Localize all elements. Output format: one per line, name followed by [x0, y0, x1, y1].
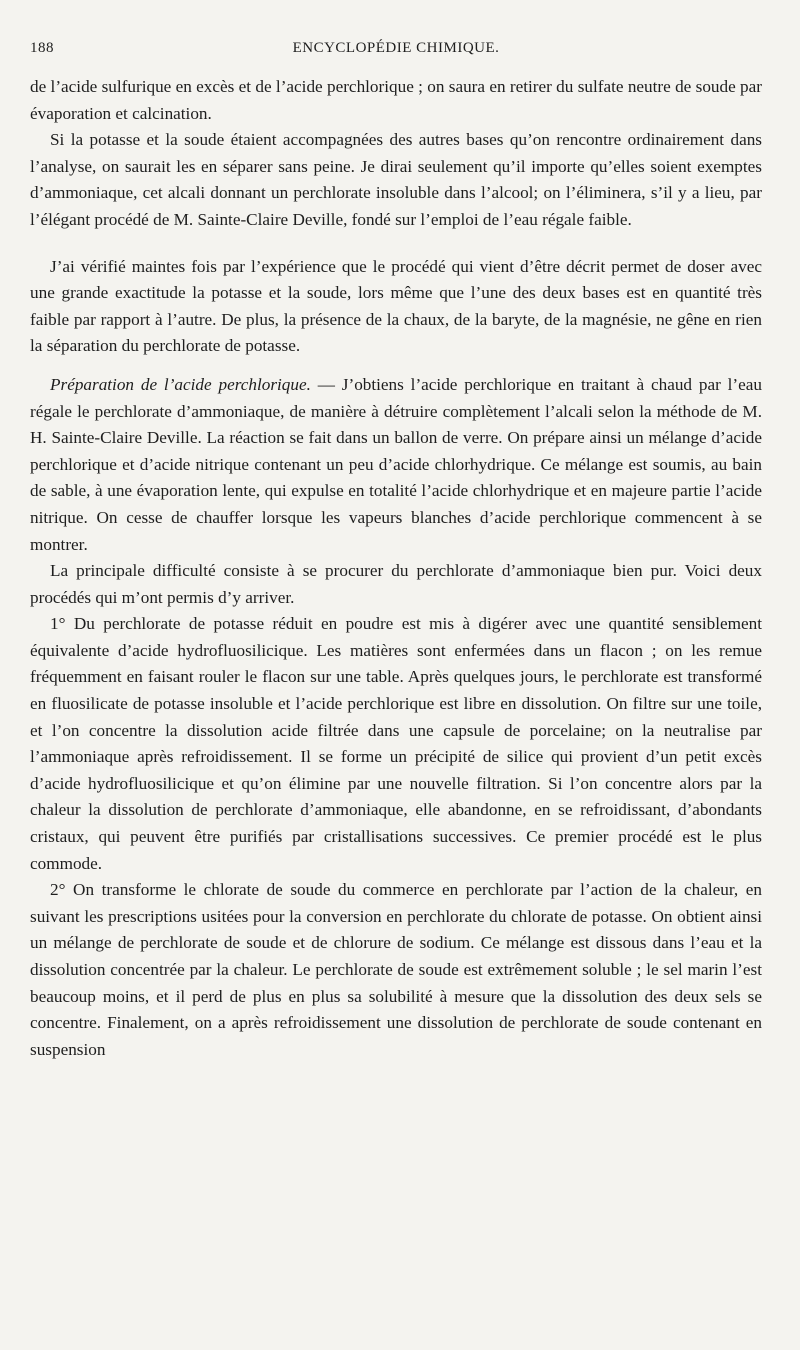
paragraph-verification: J’ai vérifié maintes fois par l’expérience que le procédé qui vient d’être décrit permet de doser avec une grande exactitude la potasse et la soude, lors même que l’une des deux bases est en quantité très faible par rapport à l’autre. De plus, la présence de la chaux, de la baryte, de la magnésie, ne gêne en rien la séparation du perchlorate de potasse. [30, 256, 762, 356]
page-number: 188 [30, 40, 54, 56]
running-title: ENCYCLOPÉDIE CHIMIQUE. [292, 40, 500, 56]
paragraph-continuation: de l’acide sulfurique en excès et de l’acide perchlorique ; on saura en retirer du sulfate neutre de soude par évaporation et calcination. [30, 77, 762, 123]
paragraph-preparation-text: — J’obtiens l’acide perchlorique en traitant à chaud par l’eau régale le perchlorate d’ammoniaque, de manière à détruire complètement l’alcali selon la méthode de M. H. Sainte-Claire Deville. La réaction se fait dans un ballon de verre. On prépare ainsi un mélange d’acide perchlorique et d’acide nitrique contenant un peu d’acide chlorhydrique. Ce mélange est soumis, au bain de sable, à une évaporation lente, qui expulse en totalité l’acide chlorhydrique et en majeure partie l’acide nitrique. On cesse de chauffer lorsque les vapeurs blanches d’acide perchlorique commencent à se montrer. [30, 374, 762, 554]
paragraph-separation-bases: Si la potasse et la soude étaient accompagnées des autres bases qu’on rencontre ordinairement dans l’analyse, on saurait les en séparer sans peine. Je dirai seulement qu’il importe qu’elles soient exemptes d’ammoniaque, cet alcali donnant un perchlorate insoluble dans l’alcool; on l’éliminera, s’il y a lieu, par l’élégant procédé de M. Sainte-Claire Deville, fondé sur l’emploi de l’eau régale faible. [30, 130, 762, 229]
page-header [30, 40, 762, 74]
body-text [30, 74, 762, 1063]
paragraph-difficulty: La principale difficulté consiste à se procurer du perchlorate d’ammoniaque bien pur. Voici deux procédés qui m’ont permis d’y arriver. [30, 561, 762, 607]
section-heading-preparation: Préparation de l’acide perchlorique. [50, 374, 311, 394]
paragraph-procedure-2: 2° On transforme le chlorate de soude du commerce en perchlorate par l’action de la chaleur, en suivant les prescriptions usitées pour la conversion en perchlorate du chlorate de potasse. On obtient ainsi un mélange de perchlorate de soude et de chlorure de sodium. Ce mélange est dissous dans l’eau et la dissolution concentrée par la chaleur. Le perchlorate de soude est extrêmement soluble ; le sel marin l’est beaucoup moins, et il perd de plus en plus sa solubilité à mesure que la dissolution des deux sels se concentre. Finalement, on a après refroidissement une dissolution de perchlorate de soude contenant en suspension [30, 880, 762, 1059]
paragraph-preparation [30, 372, 762, 558]
paragraph-procedure-1: 1° Du perchlorate de potasse réduit en poudre est mis à digérer avec une quantité sensiblement équivalente d’acide hydrofluosilicique. Les matières sont enfermées dans un flacon ; on les remue fréquemment en faisant rouler le flacon sur une table. Après quelques jours, le perchlorate est transformé en fluosilicate de potasse insoluble et l’acide perchlorique est libre en dissolution. On filtre sur une toile, et l’on concentre la dissolution acide filtrée dans une capsule de porcelaine; on la neutralise par l’ammoniaque après refroidissement. Il se forme un précipité de silice qui provient d’un petit excès d’acide hydrofluosilicique et qu’on élimine par une nouvelle filtration. Si l’on concentre alors par la chaleur la dissolution de perchlorate d’ammoniaque, elle abandonne, en se refroidissant, d’abondants cristaux, qui peuvent être purifiés par cristallisations successives. Ce premier procédé est le plus commode. [30, 614, 762, 873]
